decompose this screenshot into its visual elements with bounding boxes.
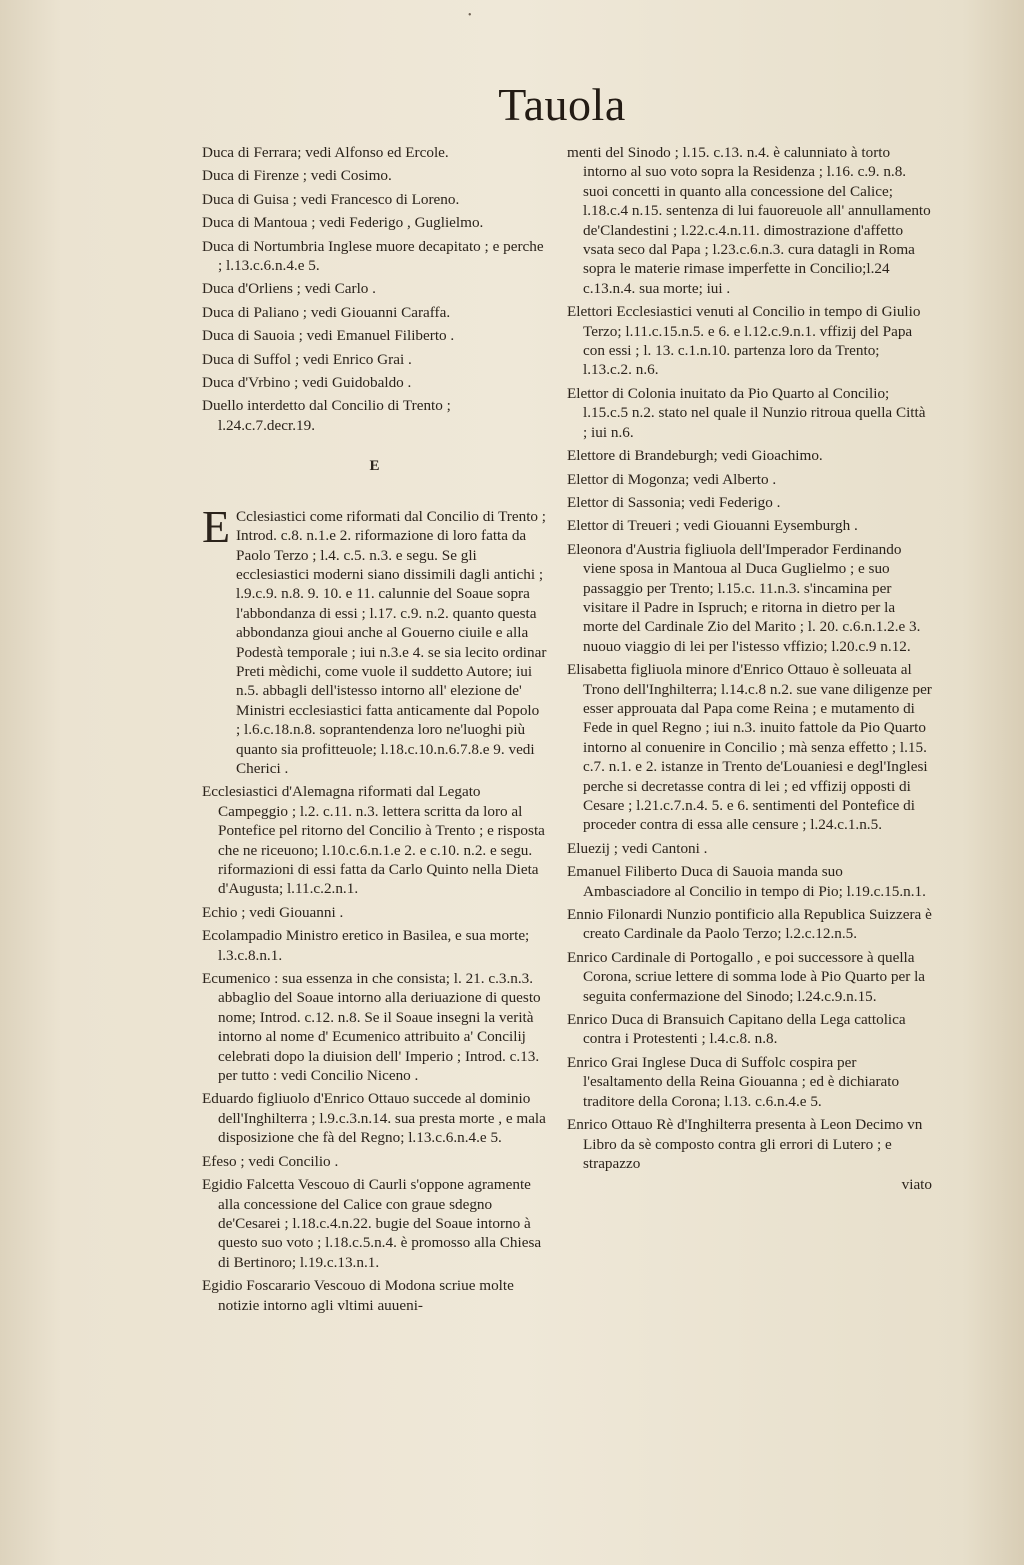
index-entry: Duca d'Vrbino ; vedi Guidobaldo . [202,374,412,392]
section-letter: E [369,458,380,475]
index-entry: Elettor di Colonia inuitato da Pio Quarto al Concilio; l.15.c.5 n.2. stato nel quale il Nunzio ritroua quella Città ; iui n.6. [567,384,926,441]
index-entry: Enrico Ottauo Rè d'Inghilterra presenta à Leon Decimo vn Libro da sè composto contra gli errori di Lutero ; e strapazzo [567,1116,923,1172]
left-entries-top [202,143,547,435]
index-entry-first [202,500,547,779]
right-column [567,143,932,1199]
index-entry: Duca di Suffol ; vedi Enrico Grai . [202,350,412,368]
index-entry: Efeso ; vedi Concilio . [202,1152,339,1170]
index-entry: Emanuel Filiberto Duca di Sauoia manda suo Ambasciadore al Concilio in tempo di Pio; l.19.c.15.n.1. [567,863,926,900]
index-entry: Eduardo figliuolo d'Enrico Ottauo succede al dominio dell'Inghilterra ; l.9.c.3.n.14. sua presta morte , e mala disposizione che fà del Regno; l.13.c.6.n.4.e 5. [202,1090,546,1147]
page-mark: • [468,10,472,21]
index-entry: Ecolampadio Ministro eretico in Basilea, e sua morte; l.3.c.8.n.1. [202,927,530,964]
index-entry: Duca di Mantoua ; vedi Federigo , Guglielmo. [202,214,484,232]
entry-text: Cclesiastici come riformati dal Concilio di Trento ; Introd. c.8. n.1.e 2. riformazione di loro fatta da Paolo Terzo ; l.4. c.5. n.3. e segu. Se gli ecclesiastici moderni siano dissimili dagli antichi ; l.9.c.9. n.8. 9. 10. e 11. calunnie del Soaue sopra l'abbondanza di essi ; l.17. c.9. n.2. quanto questa abbondanza gioui anche al Gouerno ciuile e alla Podestà temporale ; iui n.3.e 4. se sia lecito ordinar Preti mèdichi, come vuole il suddetto Autore; iui n.5. abbagli dell'istesso intorno all' elezione de' Ministri ecclesiastici fatta anticamente dal Popolo ; l.6.c.18.n.8. soprantendenza loro ne'luoghi più quanto sia profitteuole; l.18.c.10.n.6.7.8.e 9. vedi Cherici . [236,507,547,777]
index-entry: Elisabetta figliuola minore d'Enrico Ottauo è solleuata al Trono dell'Inghilterra; l.14.c.8 n.2. sue vane diligenze per esser approuata dal Papa come Reina ; e mutamento di Fede in quel Regno ; iui n.3. inuito fattole da Pio Quarto intorno al conuenire in Concilio ; mà senza effetto ; l.15. c.7. n.1. e 2. istanze in Trento de'Louaniesi e degl'Inglesi perche si decretasse contra di lei ; ed vffizij opposti di Cesare ; l.21.c.7.n.4. 5. e 6. sentimenti del Pontefice di proceder contra di essa alle censure ; l.24.c.1.n.5. [567,661,932,834]
index-entry: Egidio Falcetta Vescouo di Caurli s'oppone agramente alla concessione del Calice con graue sdegno de'Cesarei ; l.18.c.4.n.22. bugie del Soaue intorno à questo suo voto ; l.18.c.5.n.4. è promosso alla Chiesa di Bertinoro; l.19.c.13.n.1. [202,1176,542,1271]
catchword: viato [901,1176,932,1194]
index-entry: Ecumenico : sua essenza in che consista; l. 21. c.3.n.3. abbaglio del Soaue intorno alla deriuazione di questo nome; Introd. c.12. n.8. Se il Soaue insegni la verità intorno al nome d' Ecumenico attribuito a' Concilij celebrati dopo la diuision dell' Imperio ; Introd. c.13. per tutto : vedi Concilio Niceno . [202,970,541,1085]
index-entry: Duca di Ferrara; vedi Alfonso ed Ercole. [202,144,449,161]
page-title: Tauola [498,79,626,130]
index-entry: Enrico Grai Inglese Duca di Suffolc cospira per l'esaltamento della Reina Giouanna ; ed è dichiarato traditore della Corona; l.13. c.6.n.4.e 5. [567,1053,900,1110]
left-entries-bottom [202,782,547,1315]
index-entry: Duca di Guisa ; vedi Francesco di Loreno. [202,190,460,208]
index-entry: Eluezij ; vedi Cantoni . [567,839,708,857]
index-entry: Duca di Sauoia ; vedi Emanuel Filiberto . [202,327,455,345]
index-entry: Duca di Firenze ; vedi Cosimo. [202,167,392,185]
left-column [202,143,547,1319]
drop-cap: E [202,500,231,552]
index-entry: Elettor di Mogonza; vedi Alberto . [567,470,777,488]
index-entry: Duello interdetto dal Concilio di Trento ; l.24.c.7.decr.19. [202,397,451,434]
index-entry: menti del Sinodo ; l.15. c.13. n.4. è calunniato à torto intorno al suo voto sopra la Residenza ; l.16. c.9. n.8. suoi concetti in quanto alla concessione del Calice; l.18.c.4 n.15. sentenza di lui fauoreuole all' annullamento de'Clandestini ; l.22.c.4.n.11. dimostrazione d'affetto vsata seco dal Papa ; l.23.c.6.n.3. cura datagli in Roma sopra le materie rimase imperfette in Concilio;l.24 c.13.n.4. sua morte; iui . [567,144,931,297]
index-entry: Elettor di Treueri ; vedi Giouanni Eysemburgh . [567,517,858,535]
index-entry: Enrico Cardinale di Portogallo , e poi successore à quella Corona, scriue lettere di somma lode à Pio Quarto per la seguita confermazione del Sinodo; l.24.c.9.n.15. [567,948,926,1005]
index-entry: Duca di Nortumbria Inglese muore decapitato ; e perche ; l.13.c.6.n.4.e 5. [202,237,544,275]
index-entry: Duca d'Orliens ; vedi Carlo . [202,280,376,298]
index-entry: Enrico Duca di Bransuich Capitano della Lega cattolica contra i Protestenti ; l.4.c.8. n.8. [567,1011,906,1048]
index-entry: Ecclesiastici d'Alemagna riformati dal Legato Campeggio ; l.2. c.11. n.3. lettera scritta da loro al Pontefice pel ritorno del Concilio à Trento ; e risposta che ne riceuono; l.10.c.6.n.1.e 2. e c.10. n.2. e segu. riformazioni di essi fatta da Carlo Quinto nella Dieta d'Augusta; l.11.c.2.n.1. [202,783,545,898]
index-entry: Egidio Foscarario Vescouo di Modona scriue molte notizie intorno agli vltimi auueni- [202,1277,514,1314]
index-entry: Elettor di Sassonia; vedi Federigo . [567,493,781,511]
index-entry: Ennio Filonardi Nunzio pontificio alla Republica Suizzera è creato Cardinale da Paolo Terzo; l.2.c.12.n.5. [567,906,932,943]
index-entry: Echio ; vedi Giouanni . [202,903,344,921]
index-entry: Elettori Ecclesiastici venuti al Concilio in tempo di Giulio Terzo; l.11.c.15.n.5. e 6. e l.12.c.9.n.1. vffizij del Papa con essi ; l. 13. c.1.n.10. partenza loro da Trento; l.13.c.2. n.6. [567,303,921,379]
index-entry: Eleonora d'Austria figliuola dell'Imperador Ferdinando viene sposa in Mantoua al Duca Guglielmo ; e suo passaggio per Trento; l.15.c. 11.n.3. s'incamina per visitare il Padre in Ispruch; e ritorna in dietro per la morte del Cardinale Zio del Marito ; l. 20. c.6.n.1.2.e 3. nuouo viaggio di lei per l'istesso vffizio; l.20.c.9 n.12. [567,540,921,655]
index-entry: Duca di Paliano ; vedi Giouanni Caraffa. [202,303,451,321]
index-entry: Elettore di Brandeburgh; vedi Gioachimo. [567,447,823,465]
